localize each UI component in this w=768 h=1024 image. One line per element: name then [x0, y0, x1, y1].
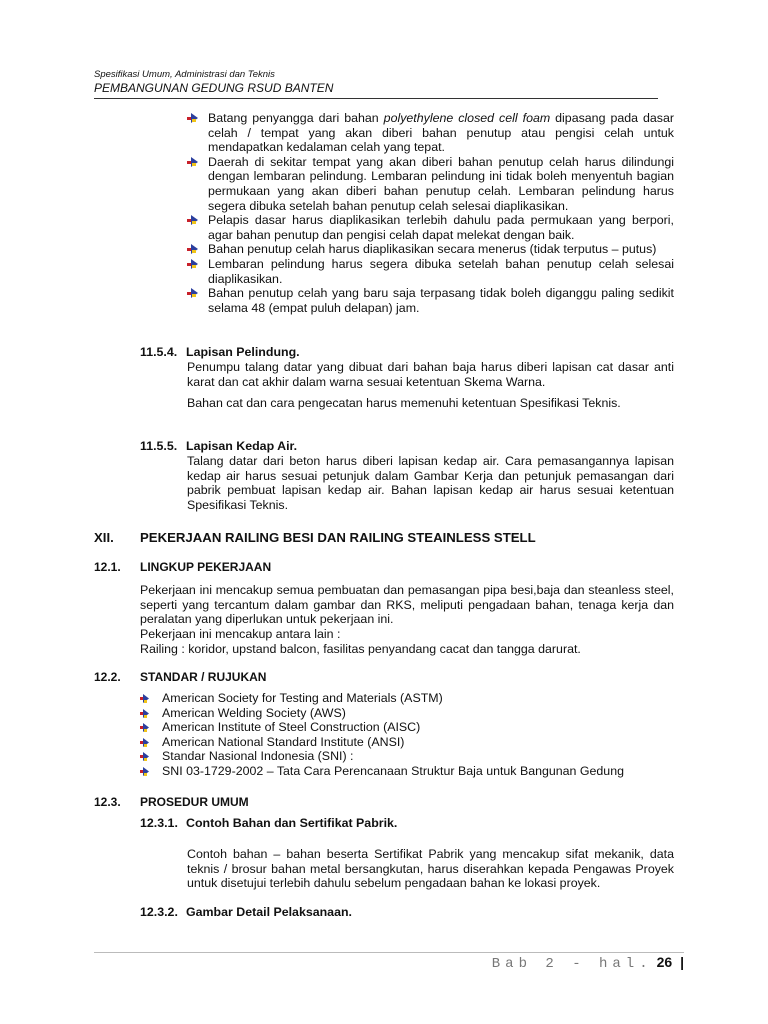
bullet-icon	[140, 723, 149, 732]
standards-list	[140, 691, 674, 779]
bullet-icon	[140, 709, 149, 718]
list-item: SNI 03-1729-2002 – Tata Cara Perencanaan Struktur Baja untuk Bangunan Gedung	[140, 764, 674, 779]
list-item: American National Standard Institute (ANSI)	[140, 735, 674, 750]
paragraph: Talang datar dari beton harus diberi lapisan kedap air. Cara pemasangannya lapisan kedap air harus sesuai petunjuk dalam Gambar Kerja dan petunjuk pemasangan dari pabrik pembuat lapisan kedap air. Bahan lapisan kedap air harus sesuai ketentuan Spesifikasi Teknis.	[187, 454, 674, 512]
list-item: American Institute of Steel Construction (AISC)	[140, 720, 674, 735]
paragraph: Railing : koridor, upstand balcon, fasilitas penyandang cacat dan tangga darurat.	[140, 642, 581, 656]
bullet-icon	[187, 259, 198, 269]
bullet-icon	[187, 215, 198, 225]
bullet-icon	[140, 767, 149, 776]
paragraph: Pekerjaan ini mencakup antara lain :	[140, 627, 341, 641]
footer-separator: |	[680, 954, 684, 970]
bullet-icon	[187, 244, 198, 254]
subsection-heading-11-5-5: 11.5.5. Lapisan Kedap Air.	[140, 439, 298, 453]
list-item: American Society for Testing and Materials (ASTM)	[140, 691, 674, 706]
section-heading-12-1: 12.1. LINGKUP PEKERJAAN	[94, 560, 272, 574]
list-item: Batang penyangga dari bahan polyethylene closed cell foam dipasang pada dasar celah / tempat yang akan diberi bahan penutup atau pengisi celah untuk mendapatkan kedalaman celah yang tepat.	[187, 111, 674, 155]
paragraph: Penumpu talang datar yang dibuat dari bahan baja harus diberi lapisan cat dasar anti karat dan cat akhir dalam warna sesuai ketentuan Skema Warna.	[187, 360, 674, 389]
header-divider	[94, 98, 658, 99]
bullet-icon	[140, 694, 149, 703]
list-item: Bahan penutup celah yang baru saja terpasang tidak boleh diganggu paling sedikit selama 48 (empat puluh delapan) jam.	[187, 286, 674, 315]
list-item: Standar Nasional Indonesia (SNI) :	[140, 749, 674, 764]
bullet-icon	[140, 738, 149, 747]
page-footer	[492, 954, 684, 972]
list-item: Lembaran pelindung harus segera dibuka setelah bahan penutup celah selesai diaplikasikan.	[187, 257, 674, 286]
subsection-heading-12-3-1: 12.3.1. Contoh Bahan dan Sertifikat Pabrik.	[140, 816, 398, 830]
section-heading-12-3: 12.3. PROSEDUR UMUM	[94, 795, 249, 809]
chapter-page-label: Bab 2 - hal.	[491, 956, 653, 972]
section-heading-12-2: 12.2. STANDAR / RUJUKAN	[94, 670, 267, 684]
subsection-heading-11-5-4: 11.5.4. Lapisan Pelindung.	[140, 345, 300, 359]
header-subtitle: Spesifikasi Umum, Administrasi dan Teknis	[94, 69, 275, 80]
top-bullet-list	[187, 111, 674, 315]
bullet-icon	[187, 157, 198, 167]
chapter-heading: XII. PEKERJAAN RAILING BESI DAN RAILING STEAINLESS STELL	[94, 530, 536, 545]
list-item: Daerah di sekitar tempat yang akan diberi bahan penutup celah harus dilindungi dengan lembaran pelindung. Lembaran pelindung ini tidak boleh menyentuh bagian permukaan yang akan diberi bahan penutup celah. Lembaran pelindung harus segera dibuka setelah bahan penutup celah selesai diaplikasikan.	[187, 155, 674, 213]
page-number: 26	[656, 954, 673, 970]
subsection-heading-12-3-2: 12.3.2. Gambar Detail Pelaksanaan.	[140, 905, 352, 919]
list-item: Bahan penutup celah harus diaplikasikan secara menerus (tidak terputus – putus)	[187, 242, 674, 257]
list-item: Pelapis dasar harus diaplikasikan terlebih dahulu pada permukaan yang berpori, agar bahan penutup dan pengisi celah dapat melekat dengan baik.	[187, 213, 674, 242]
list-item: American Welding Society (AWS)	[140, 706, 674, 721]
footer-divider	[94, 952, 684, 953]
bullet-icon	[187, 113, 198, 123]
header-title: PEMBANGUNAN GEDUNG RSUD BANTEN	[94, 81, 334, 95]
paragraph: Bahan cat dan cara pengecatan harus memenuhi ketentuan Spesifikasi Teknis.	[187, 396, 621, 410]
paragraph: Contoh bahan – bahan beserta Sertifikat Pabrik yang mencakup sifat mekanik, data teknis / brosur bahan metal bersangkutan, harus diserahkan kepada Pengawas Proyek untuk disetujui terlebih dahulu sebelum pengadaan bahan ke lokasi proyek.	[187, 847, 674, 891]
paragraph: Pekerjaan ini mencakup semua pembuatan dan pemasangan pipa besi,baja dan steanless steel, seperti yang tercantum dalam gambar dan RKS, meliputi pengadaan bahan, tenaga kerja dan peralatan yang diperlukan untuk pekerjaan ini.	[140, 583, 674, 627]
bullet-icon	[140, 752, 149, 761]
bullet-icon	[187, 288, 198, 298]
